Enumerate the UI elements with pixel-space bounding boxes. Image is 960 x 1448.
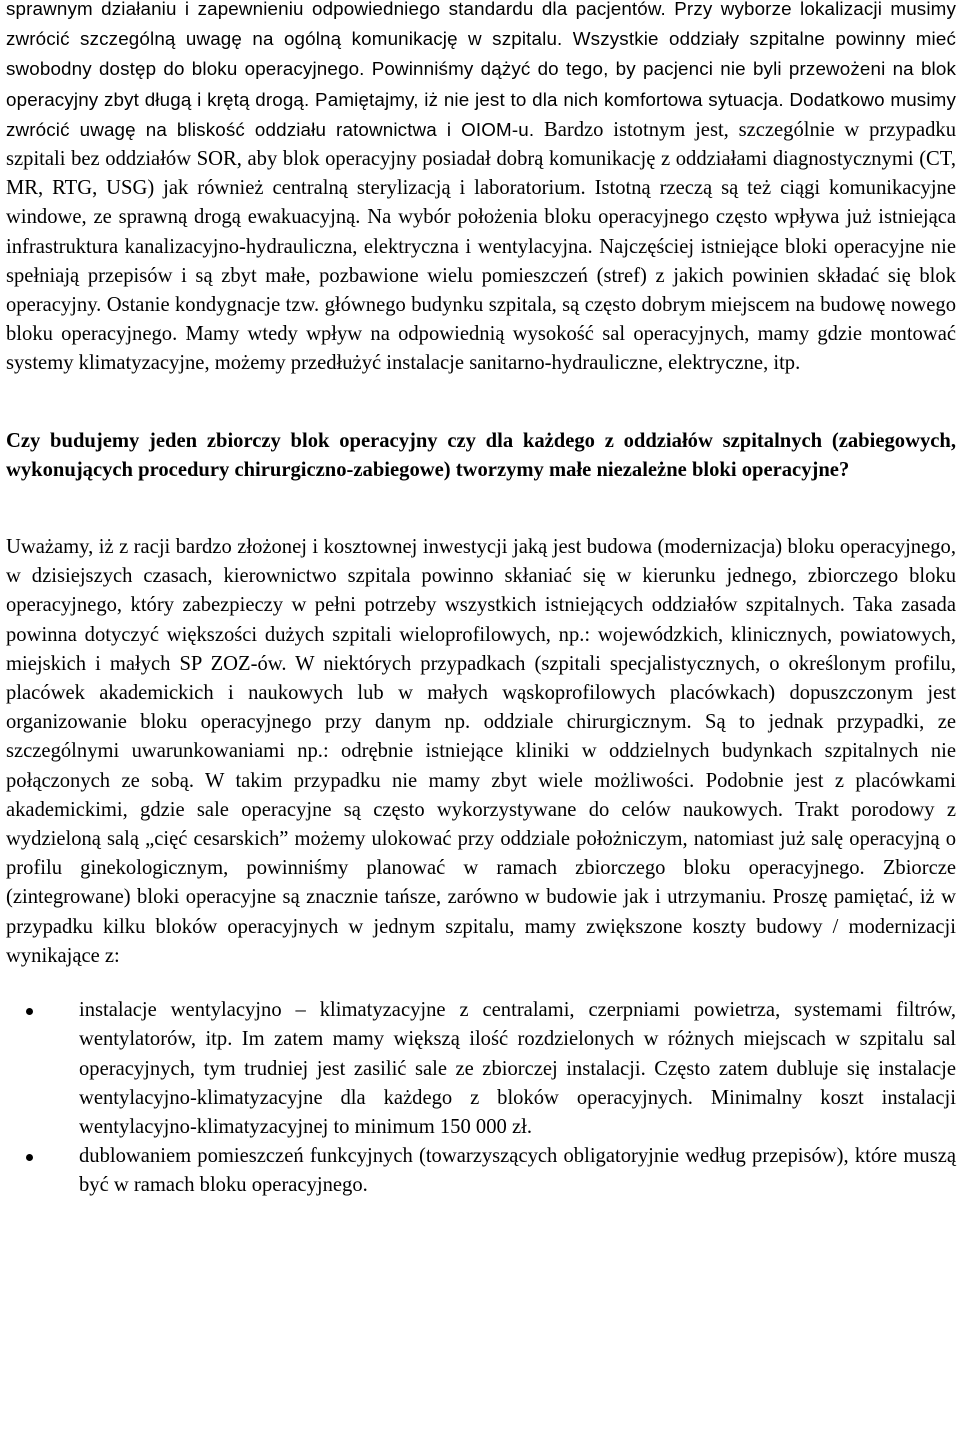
- intro-paragraph: [6, 0, 956, 379]
- list-item-text: dublowaniem pomieszczeń funkcyjnych (towarzyszących obligatoryjnie według przepisów), które muszą być w ramach bloku operacyjnego.: [79, 1145, 956, 1197]
- bullet-icon: [26, 1008, 33, 1015]
- list-item: [6, 996, 956, 1142]
- intro-paragraph-sans-text: sprawnym działaniu i zapewnieniu odpowiedniego standardu dla pacjentów. Przy wyborze lokalizacji musimy zwrócić szczególną uwagę na ogólną komunikację w szpitalu. Wszystkie oddziały szpitalne powinny mieć swobodny dostęp do bloku operacyjnego. Powinniśmy dążyć do tego, by pacjenci nie byli przewożeni na blok operacyjny zbyt długą i krętą drogą. Pamiętajmy, iż nie jest to dla nich komfortowa sytuacja. Dodatkowo musimy zwrócić uwagę na bliskość oddziału ratownictwa i OIOM-u.: [6, 0, 956, 140]
- bullet-icon: [26, 1154, 33, 1161]
- body-paragraph: Uważamy, iż z racji bardzo złożonej i kosztownej inwestycji jaką jest budowa (modernizacja) bloku operacyjnego, w dzisiejszych czasach, kierownictwo szpitala powinno skłaniać się w kierunku jednego, zbiorczego bloku operacyjnego, który zabezpieczy w pełni potrzeby wszystkich istniejących oddziałów szpitalnych. Taka zasada powinna dotyczyć większości dużych szpitali wieloprofilowych, np.: wojewódzkich, klinicznych, powiatowych, miejskich i małych SP ZOZ-ów. W niektórych przypadkach (szpitali specjalistycznych, o określonym profilu, placówek akademickich i naukowych lub w małych wąskoprofilowych placówkach) dopuszczonym jest organizowanie bloku operacyjnego przy danym np. oddziale chirurgicznym. Są to jednak przypadki, ze szczególnymi uwarunkowaniami np.: odrębnie istniejące kliniki w oddzielnych budynkach szpitalnych nie połączonych ze sobą. W takim przypadku nie mamy zbyt wiele możliwości. Podobnie jest z placówkami akademickimi, gdzie sale operacyjne są często wykorzystywane do celów naukowych. Trakt porodowy z wydzieloną salą „cięć cesarskich” możemy ulokować przy oddziale położniczym, natomiast już salę operacyjną o profilu ginekologicznym, powinniśmy planować w ramach zbiorczego bloku operacyjnego. Zbiorcze (zintegrowane) bloki operacyjne są znacznie tańsze, zarówno w budowie jak i utrzymaniu. Proszę pamiętać, iż w przypadku kilku bloków operacyjnych w jednym szpitalu, mamy zwiększone koszty budowy / modernizacji wynikające z:: [6, 536, 956, 967]
- section-heading: Czy budujemy jeden zbiorczy blok operacyjny czy dla każdego z oddziałów szpitalnych (zabiegowych, wykonujących procedury chirurgiczno-zabiegowe) tworzymy małe niezależne bloki operacyjne?: [6, 429, 956, 481]
- list-item: [6, 1142, 956, 1200]
- intro-paragraph-serif-text: Bardzo istotnym jest, szczególnie w przypadku szpitali bez oddziałów SOR, aby blok operacyjny posiadał dobrą komunikację z oddziałami diagnostycznymi (CT, MR, RTG, USG) jak również centralną sterylizacją i laboratorium. Istotną rzeczą są też ciągi komunikacyjne windowe, ze sprawną drogą ewakuacyjną. Na wybór położenia bloku operacyjnego często wpływa już istniejąca infrastruktura kanalizacyjno-hydrauliczna, elektryczna i wentylacyjna. Najczęściej istniejące bloki operacyjne nie spełniają przepisów i są zbyt małe, pozbawione wielu pomieszczeń (stref) z jakich powinien składać się blok operacyjny. Ostanie kondygnacje tzw. głównego budynku szpitala, są często dobrym miejscem na budowę nowego bloku operacyjnego. Mamy wtedy wpływ na odpowiednią wysokość sal operacyjnych, mamy gdzie montować systemy klimatyzacyjne, możemy przedłużyć instalacje sanitarno-hydrauliczne, elektryczne, itp.: [6, 118, 956, 375]
- bullet-list: [6, 996, 956, 1200]
- document-page: [6, 0, 956, 1201]
- list-item-text: instalacje wentylacyjno – klimatyzacyjne z centralami, czerpniami powietrza, systemami filtrów, wentylatorów, itp. Im zatem mamy większą ilość rozdzielonych w różnych miejscach w szpitalu sal operacyjnych, tym trudniej jest zasilić sale ze zbiorczej instalacji. Często zatem dubluje się instalacje wentylacyjno-klimatyzacyjne dla każdego z bloków operacyjnych. Minimalny koszt instalacji wentylacyjno-klimatyzacyjnej to minimum 150 000 zł.: [79, 999, 956, 1138]
